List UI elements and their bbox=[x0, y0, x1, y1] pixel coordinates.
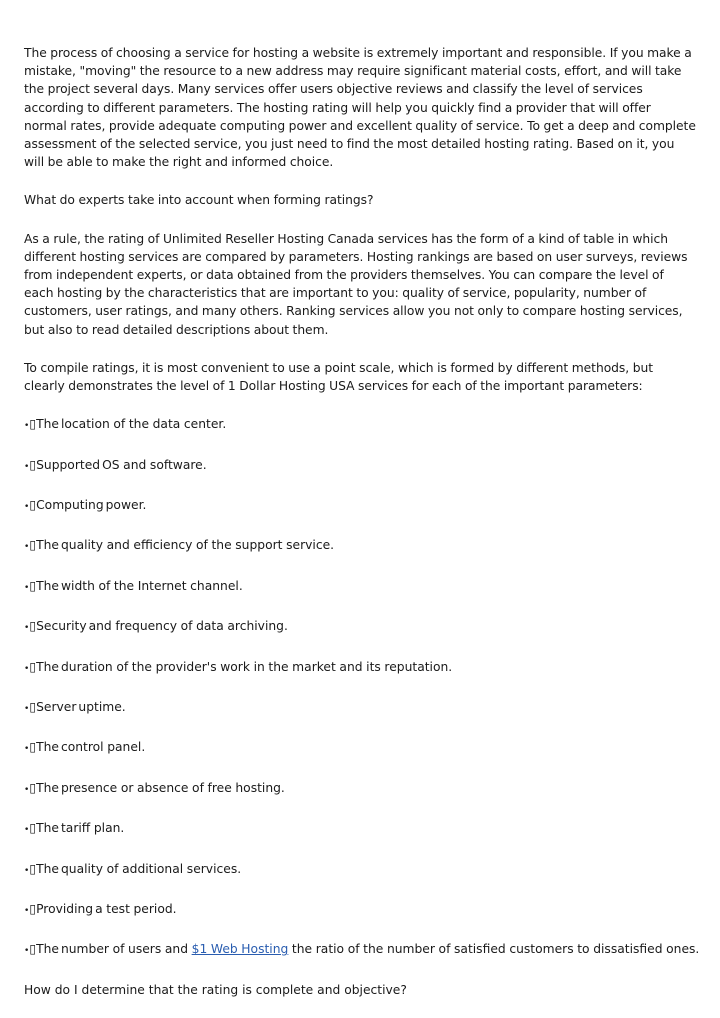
bullet-text: width of the Internet channel. bbox=[60, 578, 243, 593]
list-item bbox=[24, 658, 696, 678]
bullet-text: duration of the provider's work in the market and its reputation. bbox=[60, 659, 453, 674]
closing-question: How do I determine that the rating is complete and objective? bbox=[24, 982, 407, 997]
bullet-text: tariff plan. bbox=[60, 821, 125, 836]
list-item bbox=[24, 738, 696, 758]
bullet-icon: • bbox=[24, 825, 30, 836]
list-item bbox=[24, 819, 696, 839]
bullet-lead: Server bbox=[36, 699, 77, 714]
list-item bbox=[24, 860, 696, 880]
bullet-lead: The bbox=[36, 578, 59, 593]
bullet-lead: The bbox=[36, 942, 59, 957]
bullet-text-tail: the ratio of the number of satisfied customers to dissatisfied ones. bbox=[288, 942, 700, 957]
bullet-lead: The bbox=[36, 659, 59, 674]
bullet-lead: The bbox=[36, 821, 59, 836]
list-item bbox=[24, 496, 696, 516]
bullet-text: location of the data center. bbox=[60, 417, 227, 432]
bullet-lead: Security bbox=[36, 619, 87, 634]
missing-glyph-icon: ▯ bbox=[29, 417, 37, 432]
bullet-icon: • bbox=[24, 703, 30, 714]
web-hosting-link[interactable]: $1 Web Hosting bbox=[191, 942, 289, 957]
rating-paragraph: As a rule, the rating of Unlimited Reseller Hosting Canada services has the form of a kind of table in which different hosting services are compared by parameters. Hosting rankings are based on user surveys, reviews from independent experts, or data obtained from the providers themselves. You can compare the level of each hosting by the characteristics that are important to you: quality of service, popularity, number of customers, user ratings, and many others. Ranking services allow you not only to compare hosting services, but also to read detailed descriptions about them. bbox=[24, 231, 688, 337]
bullet-text: presence or absence of free hosting. bbox=[60, 780, 285, 795]
bullet-icon: • bbox=[24, 663, 30, 674]
bullet-text: power. bbox=[105, 498, 147, 513]
missing-glyph-icon: ▯ bbox=[29, 861, 37, 876]
bullet-text: OS and software. bbox=[102, 457, 207, 472]
list-item bbox=[24, 900, 696, 920]
list-item-last bbox=[24, 940, 700, 960]
bullet-icon: • bbox=[24, 865, 30, 876]
bullet-lead: Supported bbox=[36, 457, 101, 472]
missing-glyph-icon: ▯ bbox=[29, 457, 37, 472]
missing-glyph-icon: ▯ bbox=[29, 578, 37, 593]
bullet-icon: • bbox=[24, 623, 30, 634]
missing-glyph-icon: ▯ bbox=[29, 699, 37, 714]
article bbox=[24, 44, 700, 999]
bullet-lead: Computing bbox=[36, 498, 104, 513]
bullet-icon: • bbox=[24, 784, 30, 795]
bullet-lead: The bbox=[36, 417, 59, 432]
missing-glyph-icon: ▯ bbox=[29, 659, 37, 674]
bullet-text: a test period. bbox=[95, 901, 177, 916]
bullet-icon: • bbox=[24, 542, 30, 553]
bullet-icon: • bbox=[24, 502, 30, 513]
missing-glyph-icon: ▯ bbox=[29, 740, 37, 755]
missing-glyph-icon: ▯ bbox=[29, 942, 37, 957]
list-item bbox=[24, 456, 696, 476]
bullet-text: and frequency of data archiving. bbox=[88, 619, 288, 634]
bullet-lead: Providing bbox=[36, 901, 94, 916]
question-heading: What do experts take into account when forming ratings? bbox=[24, 193, 374, 208]
missing-glyph-icon: ▯ bbox=[29, 780, 37, 795]
list-item bbox=[24, 415, 696, 435]
bullet-lead: The bbox=[36, 538, 59, 553]
intro-paragraph: The process of choosing a service for hosting a website is extremely important and responsible. If you make a mistake, "moving" the resource to a new address may require significant material costs, effort, and will take the project several days. Many services offer users objective reviews and classify the level of services according to different parameters. The hosting rating will help you quickly find a provider that will offer normal rates, provide adequate computing power and excellent quality of service. To get a deep and complete assessment of the selected service, you just need to find the most detailed hosting rating. Based on it, you will be able to make the right and informed choice. bbox=[24, 46, 696, 170]
bullet-lead: The bbox=[36, 740, 59, 755]
criteria-list bbox=[24, 415, 696, 920]
bullet-text: uptime. bbox=[78, 699, 126, 714]
bullet-text: control panel. bbox=[60, 740, 146, 755]
bullet-icon: • bbox=[24, 905, 30, 916]
missing-glyph-icon: ▯ bbox=[29, 821, 37, 836]
missing-glyph-icon: ▯ bbox=[29, 538, 37, 553]
bullet-icon: • bbox=[24, 946, 30, 957]
bullet-text: quality and efficiency of the support service. bbox=[60, 538, 335, 553]
scale-paragraph: To compile ratings, it is most convenient to use a point scale, which is formed by different methods, but clearly demonstrates the level of 1 Dollar Hosting USA services for each of the important parameters: bbox=[24, 360, 653, 394]
bullet-lead: The bbox=[36, 780, 59, 795]
list-item bbox=[24, 779, 696, 799]
bullet-lead: The bbox=[36, 861, 59, 876]
list-item bbox=[24, 536, 696, 556]
bullet-icon: • bbox=[24, 461, 30, 472]
missing-glyph-icon: ▯ bbox=[29, 619, 37, 634]
bullet-text: quality of additional services. bbox=[60, 861, 242, 876]
bullet-text: number of users and bbox=[60, 942, 192, 957]
bullet-icon: • bbox=[24, 582, 30, 593]
list-item bbox=[24, 617, 696, 637]
bullet-icon: • bbox=[24, 744, 30, 755]
missing-glyph-icon: ▯ bbox=[29, 901, 37, 916]
missing-glyph-icon: ▯ bbox=[29, 498, 37, 513]
list-item bbox=[24, 698, 696, 718]
list-item bbox=[24, 577, 696, 597]
bullet-icon: • bbox=[24, 421, 30, 432]
